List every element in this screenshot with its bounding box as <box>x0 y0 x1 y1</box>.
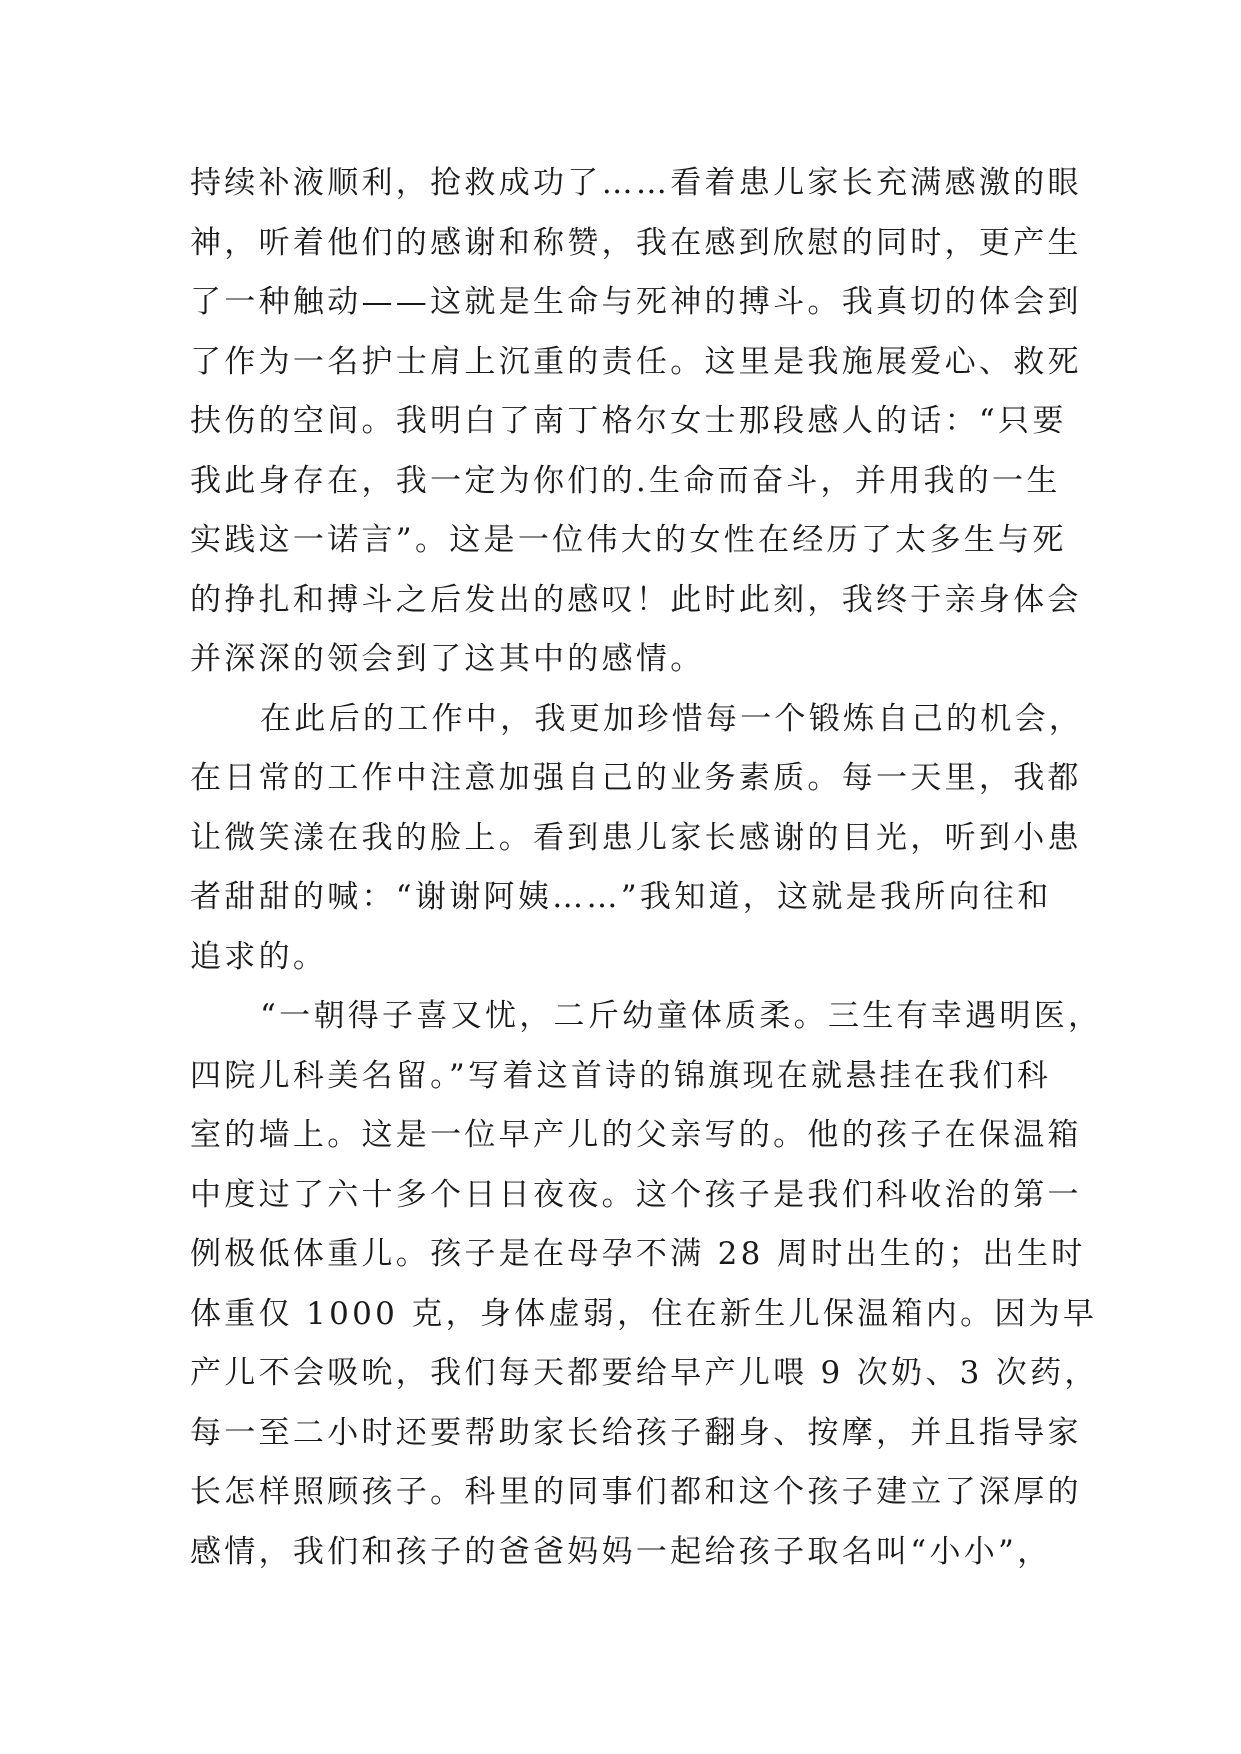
text-line: 并深深的领会到了这其中的感情。 <box>190 641 705 677</box>
text-line: 每一至二小时还要帮助家长给孩子翻身、按摩，并且指导家 <box>190 1414 1082 1451</box>
text-line: 了一种触动——这就是生命与死神的搏斗。我真切的体会到 <box>190 284 1082 320</box>
text-line: 感情，我们和孩子的爸爸妈妈一起给孩子取名叫“小小”， <box>190 1533 1052 1570</box>
text-line: 例极低体重儿。孩子是在母孕不满 28 周时出生的；出生时 <box>190 1236 1086 1272</box>
text-line: 的挣扎和搏斗之后发出的感叹！此时此刻，我终于亲身体会 <box>190 581 1082 618</box>
text-line: 实践这一诺言”。这是一位伟大的女性在经历了太多生与死 <box>190 522 1067 558</box>
paragraph-first-line: “一朝得子喜又忧，二斤幼童体质柔。三生有幸遇明医， <box>260 998 1103 1034</box>
body-text <box>190 154 1103 1582</box>
paragraph-first-line: 在此后的工作中，我更加珍惜每一个锻炼自己的机会， <box>260 700 1084 737</box>
text-line: 持续补液顺利，抢救成功了……看着患儿家长充满感激的眼 <box>190 165 1082 201</box>
text-line: 追求的。 <box>190 938 328 975</box>
text-line: 者甜甜的喊：“谢谢阿姨……”我知道，这就是我所向往和 <box>190 879 1052 915</box>
text-line: 了作为一名护士肩上沉重的责任。这里是我施展爱心、救死 <box>190 343 1082 380</box>
text-line: 长怎样照顾孩子。科里的同事们都和这个孩子建立了深厚的 <box>190 1474 1082 1510</box>
text-line: 中度过了六十多个日日夜夜。这个孩子是我们科收治的第一 <box>190 1176 1082 1213</box>
text-line: 四院儿科美名留。”写着这首诗的锦旗现在就悬挂在我们科 <box>190 1057 1052 1094</box>
text-line: 在日常的工作中注意加强自己的业务素质。每一天里，我都 <box>190 760 1082 796</box>
text-line: 我此身存在，我一定为你们的.生命而奋斗，并用我的一生 <box>190 462 1061 499</box>
text-line: 神，听着他们的感谢和称赞，我在感到欣慰的同时，更产生 <box>190 224 1082 261</box>
text-line: 产儿不会吸吮，我们每天都要给早产儿喂 9 次奶、3 次药， <box>190 1355 1099 1391</box>
text-line: 室的墙上。这是一位早产儿的父亲写的。他的孩子在保温箱 <box>190 1117 1082 1153</box>
text-line: 体重仅 1000 克，身体虚弱，住在新生儿保温箱内。因为早 <box>190 1295 1098 1332</box>
text-line: 扶伤的空间。我明白了南丁格尔女士那段感人的话：“只要 <box>190 403 1067 439</box>
text-line: 让微笑漾在我的脸上。看到患儿家长感谢的目光，听到小患 <box>190 819 1082 856</box>
